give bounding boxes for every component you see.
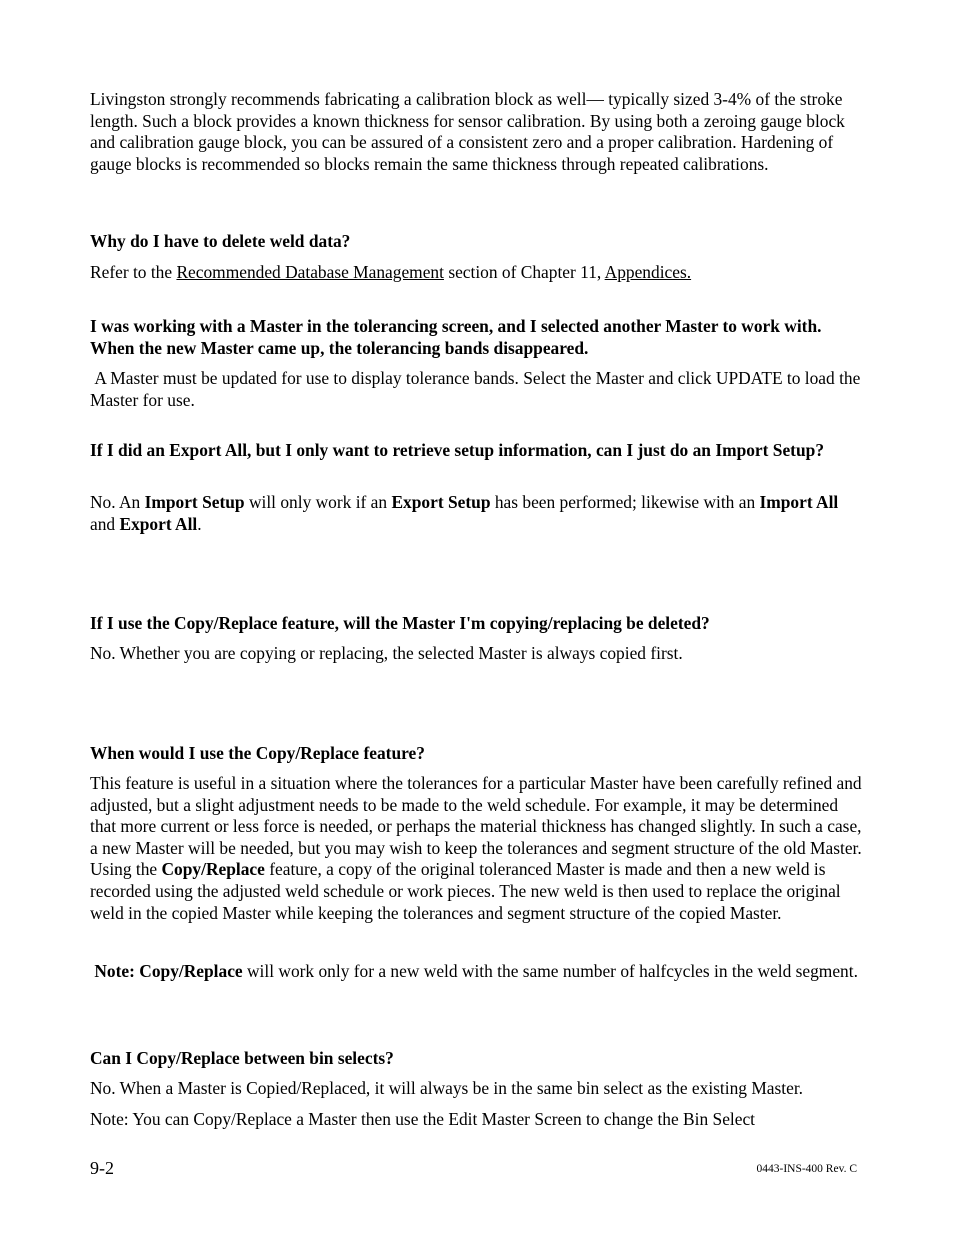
note-text: will work only for a new weld with the same number of halfcycles in the weld segment. — [242, 961, 858, 981]
faq-question-bin-selects: Can I Copy/Replace between bin selects? — [90, 1048, 394, 1068]
answer-text: and — [90, 513, 120, 534]
faq-answer-bin-selects: No. When a Master is Copied/Replaced, it will always be in the same bin select as the existing Master. — [90, 1078, 804, 1098]
faq-answer-delete-weld-data — [90, 262, 865, 284]
answer-text: section of Chapter 11, — [443, 262, 605, 282]
bin-select-note: Note: You can Copy/Replace a Master then use the Edit Master Screen to change the Bin Select — [90, 1109, 756, 1129]
answer-text: has been performed; likewise with an — [490, 492, 760, 512]
term-import-all: Import All — [759, 492, 839, 512]
faq-question-when-copy-replace: When would I use the Copy/Replace feature? — [90, 743, 425, 763]
link-recommended-database-management[interactable]: Recommended Database Management — [176, 262, 444, 282]
faq-answer-when-copy-replace — [90, 773, 866, 924]
faq-question-tolerancing-bands: I was working with a Master in the tolerancing screen, and I selected another Master to work with. When the new Master came up, the tolerancing bands disappeared. — [90, 316, 822, 358]
copy-replace-note — [90, 961, 865, 983]
term-copy-replace: Copy/Replace — [161, 859, 265, 880]
faq-answer-import-setup — [90, 492, 865, 535]
answer-text: feature, a copy of the original toleranced Master is made and then a new weld is recorded using the adjusted weld schedule or work pieces. The new weld is then used to replace the original weld in the copied Master while keeping the tolerances and segment structure of the copied Master. — [90, 859, 841, 923]
page-number: 9-2 — [90, 1158, 114, 1178]
faq-question-import-setup: If I did an Export All, but I only want to retrieve setup information, can I just do an Import Setup? — [90, 440, 825, 460]
document-id: 0443-INS-400 Rev. C — [756, 1163, 857, 1175]
term-export-all: Export All — [119, 513, 198, 534]
faq-question-delete-weld-data: Why do I have to delete weld data? — [90, 231, 351, 251]
term-export-setup: Export Setup — [391, 492, 491, 512]
intro-paragraph: Livingston strongly recommends fabricating a calibration block as well— typically sized 3-4% of the stroke length. Such a block provides a known thickness for sensor calibration. By using both a zeroing gauge block and calibration gauge block, you can be assured of a consistent zero and a proper calibration. Hardening of gauge blocks is recommended so blocks remain the same thickness through repeated calibrations. — [90, 89, 845, 174]
answer-text: will only work if an — [244, 492, 392, 512]
answer-text: Refer to the — [90, 262, 177, 282]
note-label: Note: Copy/Replace — [90, 961, 243, 981]
faq-question-copy-replace-deleted: If I use the Copy/Replace feature, will the Master I'm copying/replacing be deleted? — [90, 613, 710, 633]
term-import-setup: Import Setup — [144, 492, 245, 512]
faq-answer-tolerancing-bands: A Master must be updated for use to display tolerance bands. Select the Master and click UPDATE to load the Master for use. — [90, 368, 865, 410]
answer-text: . — [197, 513, 202, 534]
answer-text: No. An — [90, 492, 145, 512]
answer-text: This feature is useful in a situation where the tolerances for a particular Master have been carefully refined and adjusted, but a slight adjustment needs to be made to the weld schedule. For example, it may be determined that more current or less force is needed, or perhaps the material thickness has changed slightly. In such a case, a new Master will be needed, but you may wish to keep the tolerances and segment structure of the old Master. Using the — [90, 773, 862, 880]
faq-answer-copy-replace-deleted: No. Whether you are copying or replacing, the selected Master is always copied first. — [90, 643, 683, 663]
link-appendices[interactable]: Appendices. — [604, 262, 692, 282]
